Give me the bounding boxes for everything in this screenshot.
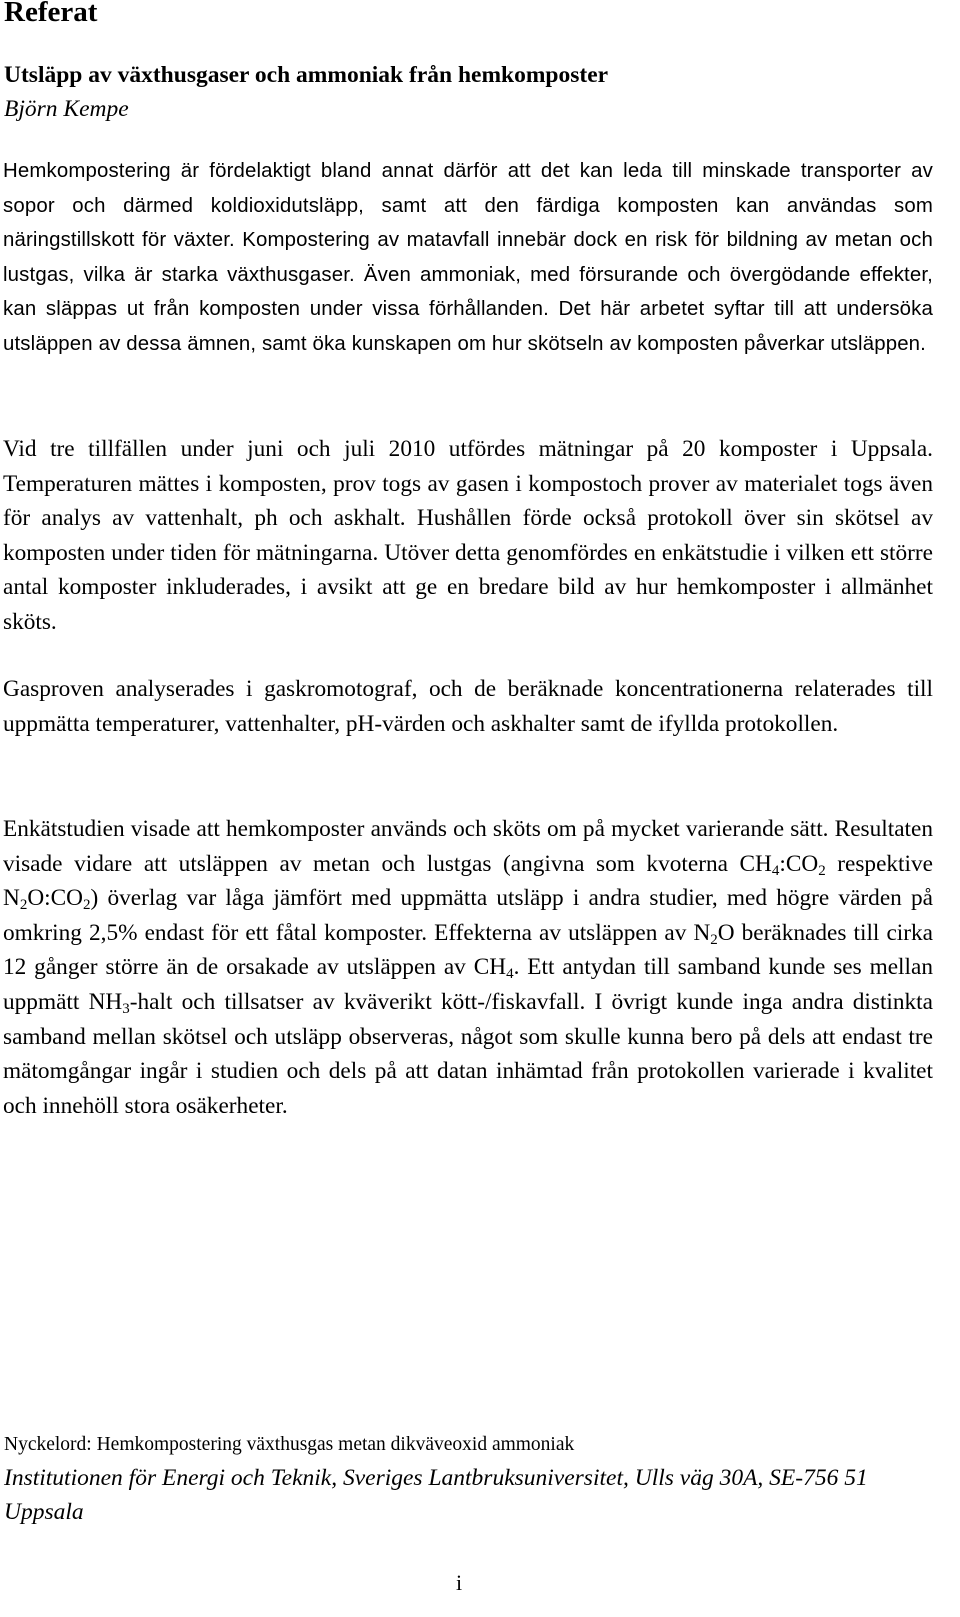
paragraph-text: O:CO	[27, 885, 83, 912]
abstract-paragraph-1: Hemkompostering är fördelaktigt bland annat därför att det kan leda till minskade transporter av sopor och därmed koldioxidutsläpp, samt att den färdiga komposten kan användas som näringstillskott för växter. Kompostering av matavfall innebär dock en risk för bildning av metan och lustgas, vilka är starka växthusgaser. Även ammoniak, med försurande och övergödande effekter, kan släppas ut från komposten under vissa förhållanden. Det här arbetet syftar till att undersöka utsläppen av dessa ämnen, samt öka kunskapen om hur skötseln av komposten påverkar utsläppen.	[3, 160, 933, 355]
affiliation: Institutionen för Energi och Teknik, Sveriges Lantbruksuniversitet, Ulls väg 30A, SE-756 51 Uppsala	[4, 1465, 868, 1525]
section-heading: Referat	[4, 0, 98, 28]
subscript: 2	[818, 862, 826, 879]
document-title: Utsläpp av växthusgaser och ammoniak från hemkomposter	[4, 62, 609, 88]
paragraph-text: -halt och tillsatser av kväverikt kött-/fiskavfall. I övrigt kunde inga andra distinkta samband mellan skötsel och utsläpp observeras, något som skulle kunna bero på dels att endast tre mätomgångar ingår i studien och dels på att datan inhämtad från protokollen varierade i kvalitet och innehöll stora osäkerheter.	[3, 988, 934, 1119]
subscript: 4	[506, 966, 514, 983]
paragraph-text: respektive N	[3, 850, 933, 912]
paragraph-text: Enkätstudien visade att hemkomposter används och sköts om på mycket varierande sätt. Resultaten visade vidare att utsläppen av metan och lustgas (angivna som kvoterna CH	[3, 816, 933, 877]
subscript: 2	[83, 896, 91, 913]
paragraph-text: :CO	[779, 850, 819, 877]
paragraph-text: ) överlag var låga jämfört med uppmätta utsläpp i andra studier, med högre värden på omkring 2,5% endast för ett fåtal komposter. Effekterna av utsläppen av N	[3, 885, 933, 946]
subscript: 3	[122, 1000, 130, 1017]
subscript: 4	[771, 862, 780, 879]
subscript: 2	[19, 896, 28, 913]
abstract-paragraph-2: Vid tre tillfällen under juni och juli 2010 utfördes mätningar på 20 komposter i Uppsala. Temperaturen mättes i komposten, prov togs av gasen i kompostoch prover av materialet togs även för analys av vattenhalt, ph och askhalt. Hushållen förde också protokoll över sin skötsel av komposten under tiden för mätningarna. Utöver detta genomfördes en enkätstudie i vilken ett större antal komposter inkluderades, i avsikt att ge en bredare bild av hur hemkomposter i allmänhet sköts.	[3, 436, 933, 635]
subscript: 2	[710, 931, 718, 948]
keywords-line: Nyckelord: Hemkompostering växthusgas metan dikväveoxid ammoniak	[4, 1434, 575, 1455]
paragraph-text: O beräknades till cirka 12 gånger större än de orsakade av utsläppen av CH	[3, 919, 933, 981]
abstract-paragraph-3: Gasproven analyserades i gaskromotograf, och de beräknade koncentrationerna relaterades till uppmätta temperaturer, vattenhalter, pH-värden och askhalter samt de ifyllda protokollen.	[3, 676, 933, 737]
paragraph-text: . Ett antydan till samband kunde ses mellan uppmätt NH	[3, 954, 933, 1015]
author-name: Björn Kempe	[4, 96, 129, 122]
page-number: i	[456, 1570, 463, 1595]
abstract-paragraph-4	[3, 812, 933, 1123]
